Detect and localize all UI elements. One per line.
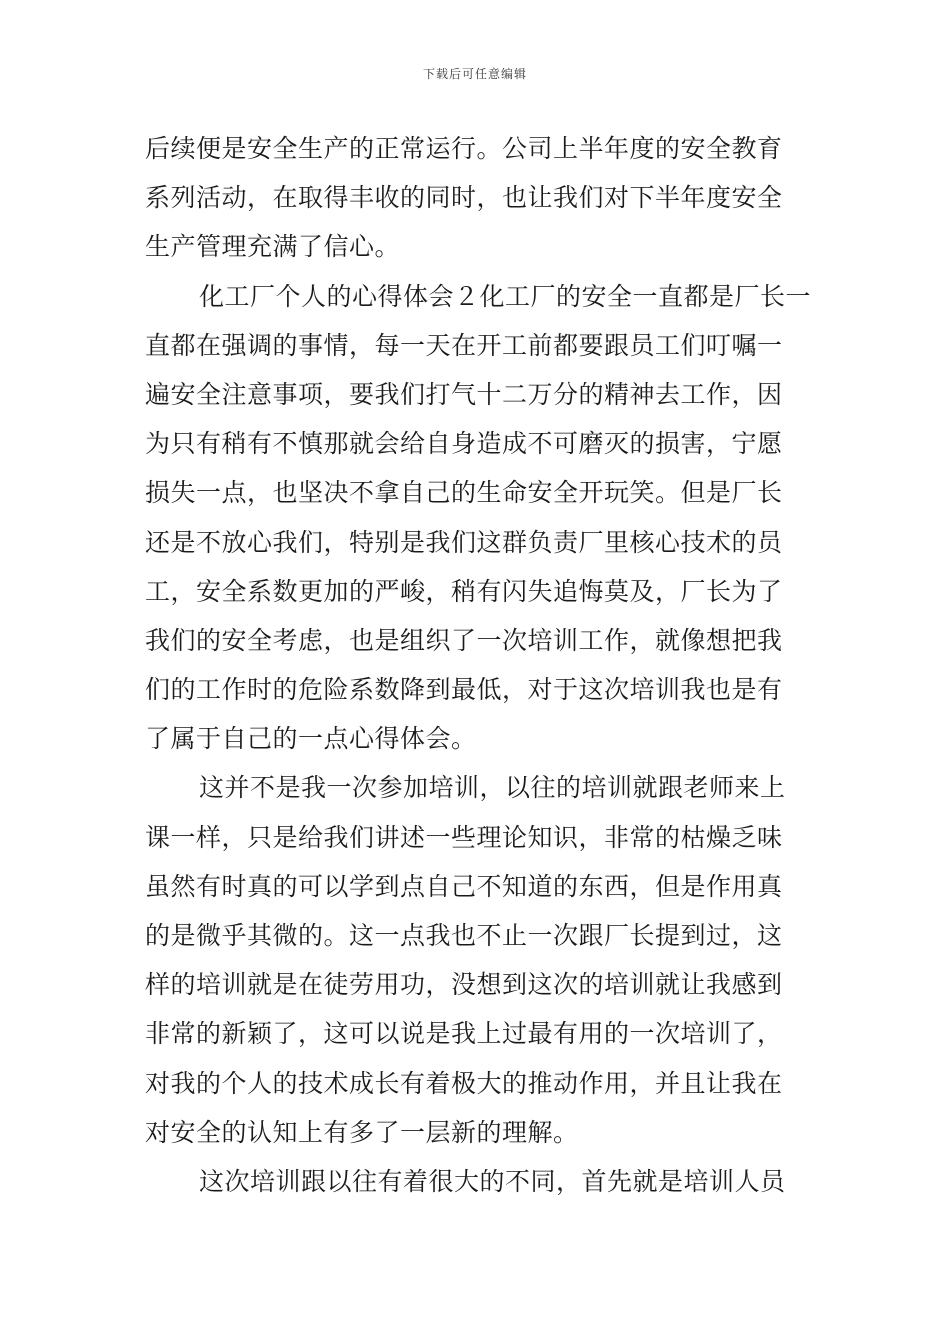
text-line: 对安全的认知上有多了一层新的理解。	[145, 1117, 579, 1147]
document-body	[145, 124, 812, 1206]
paragraph-first-line: 这并不是我一次参加培训，以往的培训就跟老师来上	[199, 773, 786, 803]
text-line: 非常的新颖了，这可以说是我上过最有用的一次培训了，	[145, 1019, 783, 1049]
paragraph-first-line: 这次培训跟以往有着很大的不同，首先就是培训人员	[199, 1166, 786, 1196]
text-line: 损失一点，也坚决不拿自己的生命安全开玩笑。但是厂长	[145, 478, 783, 508]
text-line: 直都在强调的事情，每一天在开工前都要跟员工们叮嘱一	[145, 330, 783, 360]
page-header: 下载后可任意编辑	[422, 67, 527, 81]
text-line: 还是不放心我们，特别是我们这群负责厂里核心技术的员	[145, 527, 783, 557]
text-line: 为只有稍有不慎那就会给自身造成不可磨灭的损害，宁愿	[145, 429, 783, 459]
text-line: 课一样，只是给我们讲述一些理论知识，非常的枯燥乏味	[145, 822, 783, 852]
text-line: 工，安全系数更加的严峻，稍有闪失追悔莫及，厂长为了	[145, 576, 783, 606]
text-line: 样的培训就是在徒劳用功，没想到这次的培训就让我感到	[145, 970, 783, 1000]
text-line: 后续便是安全生产的正常运行。公司上半年度的安全教育	[145, 134, 783, 163]
text-line: 虽然有时真的可以学到点自己不知道的东西，但是作用真	[145, 871, 783, 901]
text-line: 的是微乎其微的。这一点我也不止一次跟厂长提到过，这	[145, 921, 783, 950]
text-line: 了属于自己的一点心得体会。	[145, 724, 477, 754]
text-line: 遍安全注意事项，要我们打气十二万分的精神去工作，因	[145, 379, 783, 409]
text-line: 们的工作时的危险系数降到最低，对于这次培训我也是有	[145, 675, 783, 705]
paragraph-first-line: 化工厂个人的心得体会２化工厂的安全一直都是厂长一	[199, 281, 812, 311]
text-line: 系列活动，在取得丰收的同时，也让我们对下半年度安全	[145, 183, 783, 213]
text-line: 生产管理充满了信心。	[145, 232, 401, 262]
text-line: 对我的个人的技术成长有着极大的推动作用，并且让我在	[145, 1068, 783, 1098]
text-line: 我们的安全考虑，也是组织了一次培训工作，就像想把我	[145, 625, 783, 655]
